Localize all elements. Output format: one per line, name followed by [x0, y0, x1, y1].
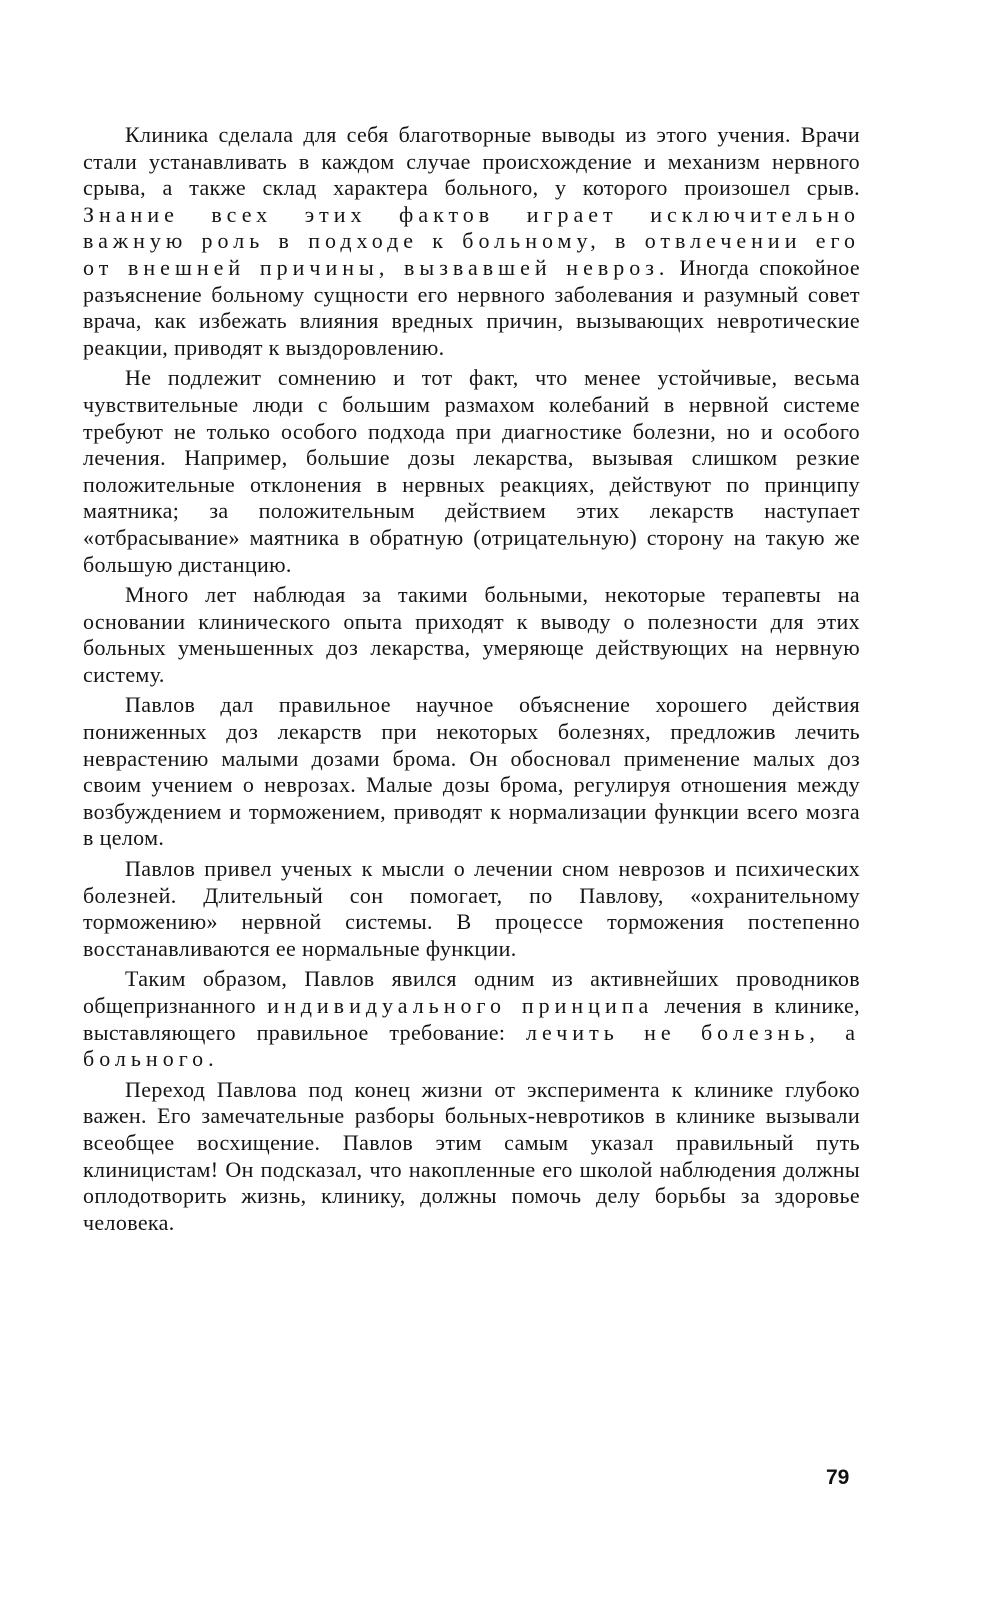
paragraph-6-spaced-principle: индивидуального принципа: [267, 993, 654, 1018]
paragraph-1-part-3: Иногда спокойное разъяснение больному сущности его нервного заболевания и разумный совет врача, как избежать влияния вредных причин, вызывающих невротические реакции, приводят к выздоровлению.: [83, 254, 860, 360]
paragraph-4: Павлов дал правильное научное объяснение хорошего действия пониженных доз лекарств при некоторых болезнях, предложив лечить неврастению малыми дозами брома. Он обосновал применение малых доз своим учением о неврозах. Малые дозы брома, регулируя отношения между возбуждением и торможением, приводят к нормализации функции всего мозга в целом.: [83, 692, 860, 851]
paragraph-6: [83, 966, 860, 1072]
paragraph-7: Переход Павлова под конец жизни от эксперимента к клинике глубоко важен. Его замечательные разборы больных-невротиков в клинике вызывали всеобщее восхищение. Павлов этим самым указал правильный путь клиницистам! Он подсказал, что накопленные его школой наблюдения должны оплодотворить жизнь, клинику, должны помочь делу борьбы за здоровье человека.: [83, 1076, 860, 1235]
page-number: 79: [826, 1466, 850, 1489]
paragraph-1: [83, 122, 860, 361]
paragraph-3: Много лет наблюдая за такими больными, некоторые терапевты на основании клинического опыта приходят к выводу о полезности для этих больных уменьшенных доз лекарства, умеряюще действующих на нервную систему.: [83, 582, 860, 687]
paragraph-6-spaced-motto: лечить не болезнь, а больного.: [83, 1019, 860, 1072]
paragraph-2: Не подлежит сомнению и тот факт, что менее устойчивые, весьма чувствительные люди с большим размахом колебаний в нервной системе требуют не только особого подхода при диагностике болезни, но и особого лечения. Например, большие дозы лекарства, вызывая слишком резкие положительные отклонения в нервных реакциях, действуют по принципу маятника; за положительным действием этих лекарств наступает «отбрасывание» маятника в обратную (отрицательную) сторону на такую же большую дистанцию.: [83, 365, 860, 577]
page-text-body: [83, 122, 860, 1240]
paragraph-1-part-1: Клиника сделала для себя благотворные выводы из этого учения. Врачи стали устанавливать в каждом случае происхождение и механизм нервного срыва, а также склад характера больного, у которого произошел срыв.: [83, 122, 860, 201]
paragraph-1-spaced-emphasis: Знание всех этих фактов играет исключительно важную роль в подходе к больному, в отвлечении его от внешней причины, вызвавшей невроз.: [83, 201, 860, 280]
paragraph-6-part-1: Таким образом, Павлов явился одним из активнейших проводников общепризнанного: [83, 966, 860, 1018]
paragraph-6-part-3: лечения в клинике, выставляющего правильное требование:: [83, 993, 860, 1045]
paragraph-5: Павлов привел ученых к мысли о лечении сном неврозов и психических болезней. Длительный сон помогает, по Павлову, «охранительному торможению» нервной системы. В процессе торможения постепенно восстанавливаются ее нормальные функции.: [83, 856, 860, 961]
